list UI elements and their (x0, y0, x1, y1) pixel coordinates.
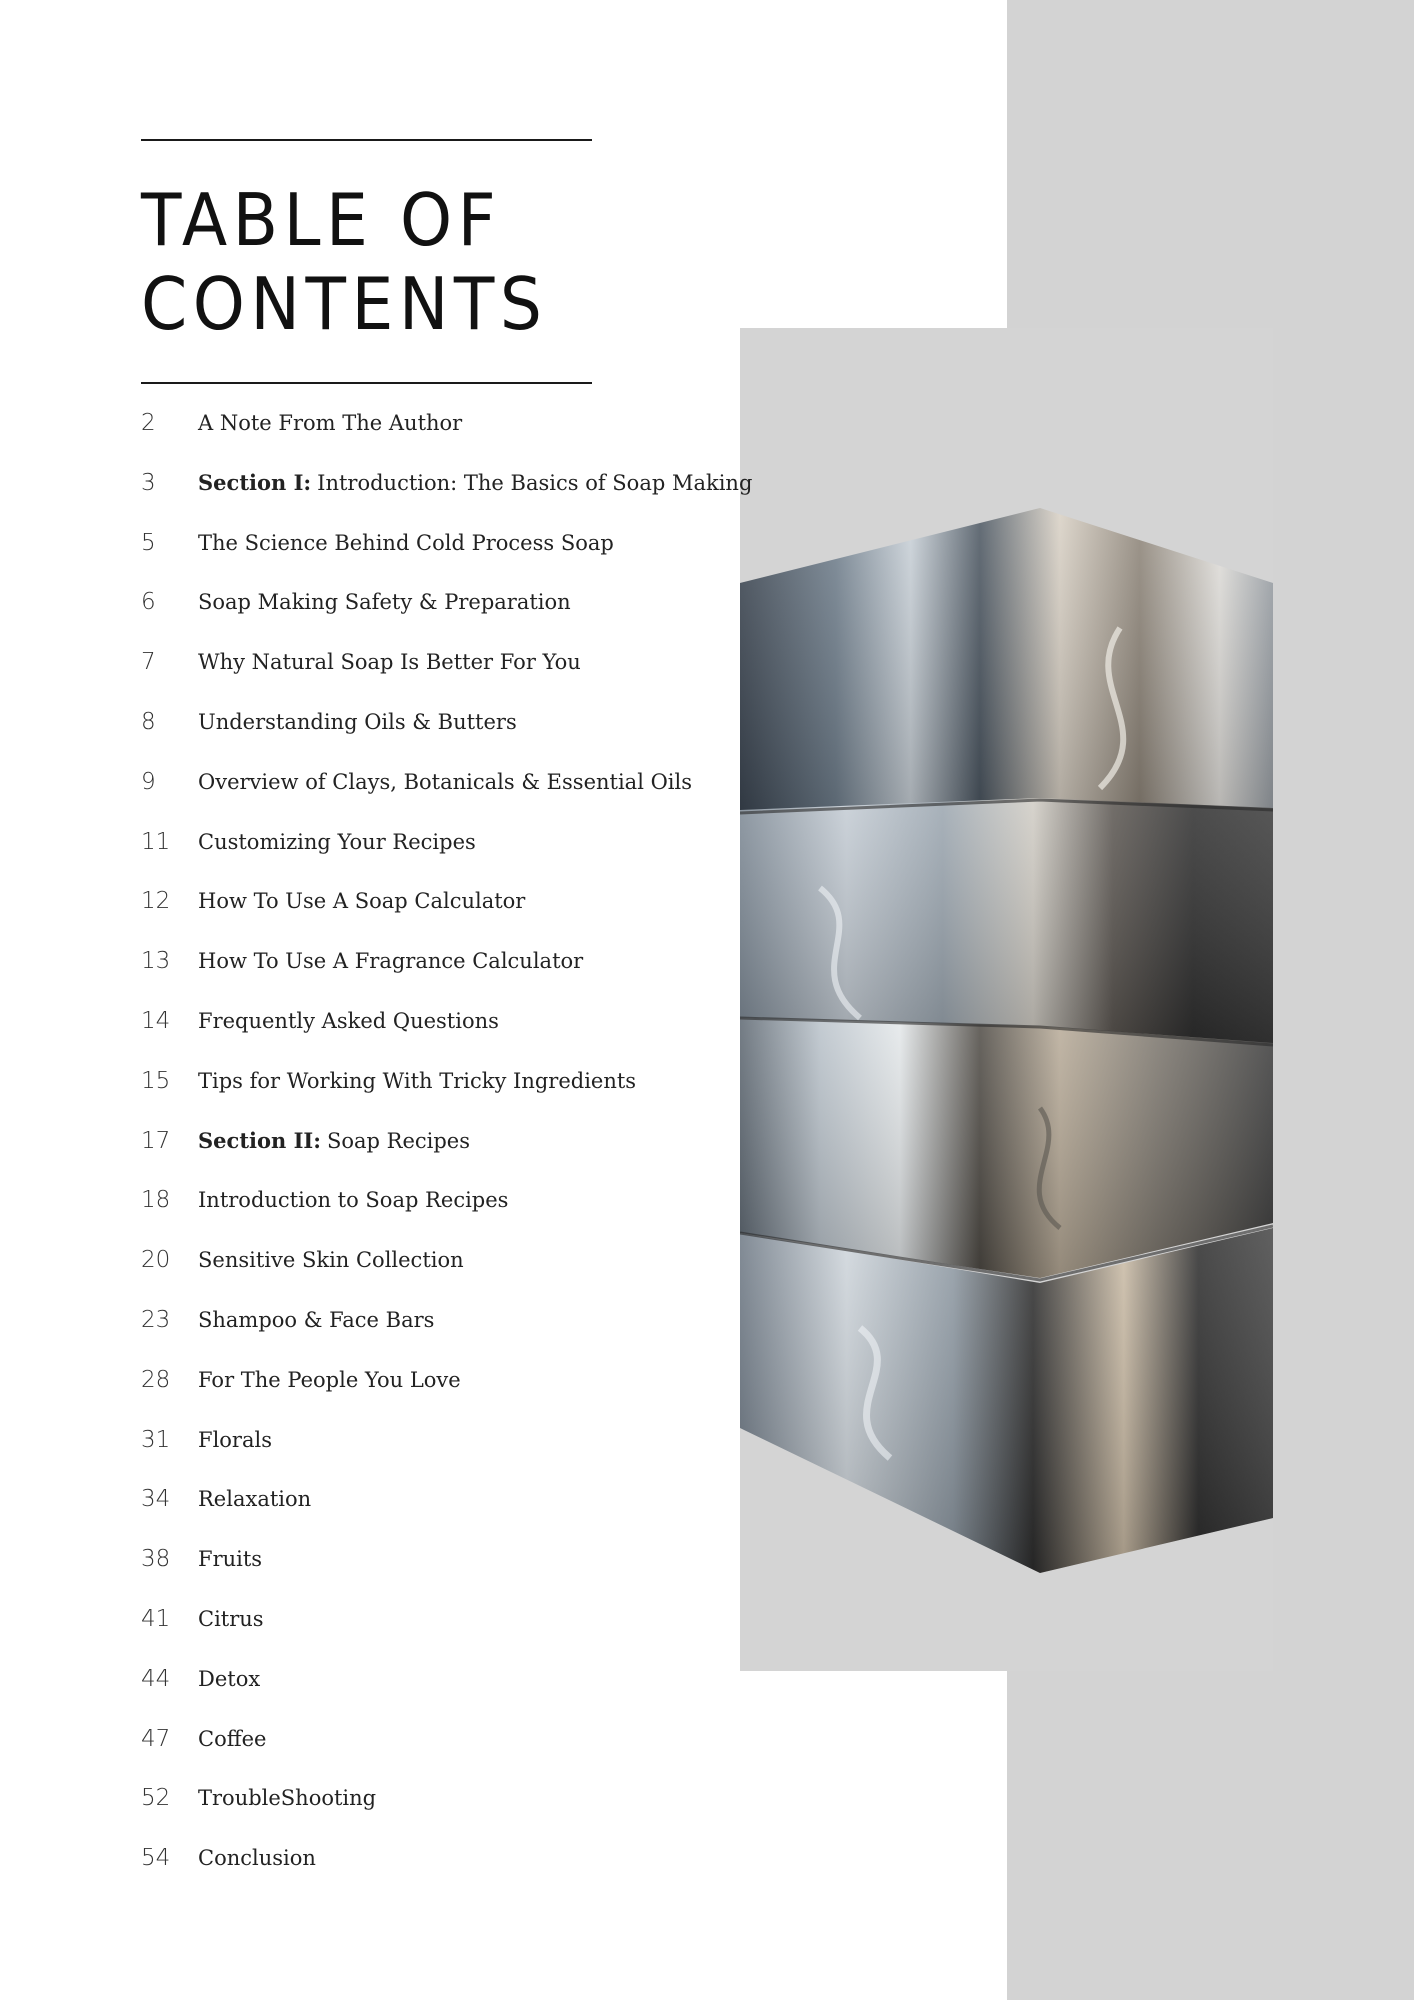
soap-stack-illustration (740, 328, 1273, 1671)
toc-entry[interactable] (141, 1427, 741, 1487)
toc-entry[interactable] (141, 1128, 741, 1188)
toc-entry-title (198, 411, 462, 435)
toc-entry-title (198, 1069, 636, 1093)
toc-entry-text: Introduction: The Basics of Soap Making (317, 470, 753, 495)
title-rule-bottom (141, 382, 592, 384)
toc-page-number: 5 (141, 529, 156, 556)
toc-entry[interactable] (141, 1307, 741, 1367)
page-title-line-1: TABLE OF (141, 178, 502, 262)
toc-entry-text: How To Use A Fragrance Calculator (198, 949, 584, 974)
toc-entry-title (198, 650, 581, 674)
toc-entry-text: Sensitive Skin Collection (198, 1248, 464, 1273)
toc-entry[interactable] (141, 829, 741, 889)
toc-entry-title (198, 1188, 508, 1212)
toc-entry-text: A Note From The Author (198, 411, 463, 435)
toc-entry-text: Relaxation (198, 1487, 312, 1512)
toc-entry[interactable] (141, 709, 741, 769)
toc-entry[interactable] (141, 649, 741, 709)
toc-entry[interactable] (141, 1726, 741, 1786)
toc-page-number: 17 (141, 1127, 171, 1154)
toc-entry[interactable] (141, 1546, 741, 1606)
toc-page-number: 23 (141, 1306, 171, 1333)
toc-page-number: 28 (141, 1366, 171, 1393)
toc-entry-text: Why Natural Soap Is Better For You (198, 650, 581, 675)
toc-entry[interactable] (141, 1247, 741, 1307)
toc-entry-text: Detox (198, 1666, 261, 1691)
toc-entry-text: Soap Recipes (326, 1128, 471, 1153)
toc-page-number: 41 (141, 1605, 171, 1632)
toc-entry-title (198, 1487, 311, 1511)
toc-entry-text: TroubleShooting (198, 1786, 377, 1811)
toc-entry[interactable] (141, 1187, 741, 1247)
toc-entry-title (198, 1009, 499, 1033)
toc-page-number: 6 (141, 589, 156, 616)
toc-entry[interactable] (141, 469, 753, 530)
toc-page-number: 52 (141, 1785, 171, 1812)
soap-stack-photo (740, 328, 1273, 1671)
toc-entry-title (198, 590, 571, 614)
toc-page-number: 34 (141, 1486, 171, 1513)
toc-page-number: 18 (141, 1187, 171, 1214)
toc-page-number: 3 (141, 469, 156, 496)
toc-entry-title (198, 1428, 272, 1452)
toc-entry[interactable] (141, 888, 741, 948)
toc-entry-title (198, 1128, 470, 1153)
toc-entry-text: Overview of Clays, Botanicals & Essential Oils (198, 769, 693, 794)
toc-page-number: 31 (141, 1426, 171, 1453)
toc-entry-text: For The People You Love (198, 1367, 461, 1392)
toc-entry[interactable] (141, 948, 741, 1008)
toc-entry-text: Shampoo & Face Bars (198, 1307, 435, 1332)
toc-entry-text: Understanding Oils & Butters (198, 709, 517, 734)
toc-entry[interactable] (141, 1666, 741, 1726)
toc-section-label: Section II: (198, 1127, 321, 1153)
toc-entry-title (198, 1727, 267, 1751)
page-title-line-2: CONTENTS (141, 262, 548, 346)
toc-page-number: 47 (141, 1725, 171, 1752)
toc-page-number: 13 (141, 948, 171, 975)
toc-page-number: 15 (141, 1067, 171, 1094)
toc-entry[interactable] (141, 769, 741, 829)
toc-entry[interactable] (141, 1486, 741, 1546)
toc-entry-title (198, 531, 614, 555)
toc-page-number: 38 (141, 1546, 171, 1573)
toc-entry-text: Fruits (198, 1547, 263, 1572)
toc-entry-text: Frequently Asked Questions (198, 1008, 499, 1033)
toc-entry-text: Customizing Your Recipes (198, 829, 476, 854)
toc-entry-title (198, 889, 525, 913)
page-title (141, 178, 693, 346)
toc-entry-title (198, 1846, 316, 1870)
toc-entry-text: How To Use A Soap Calculator (198, 889, 526, 914)
toc-entry-text: Coffee (198, 1726, 267, 1751)
toc-entry-title (198, 1368, 461, 1392)
toc-entry-title (198, 770, 692, 794)
toc-page-number: 8 (141, 708, 156, 735)
toc-page-number: 20 (141, 1247, 171, 1274)
toc-entry[interactable] (141, 589, 741, 649)
toc-entry-text: Introduction to Soap Recipes (198, 1188, 509, 1213)
toc-entry[interactable] (141, 1785, 741, 1845)
toc-entry[interactable] (141, 1606, 741, 1666)
toc-entry-title (198, 1248, 464, 1272)
toc-entry-text: The Science Behind Cold Process Soap (198, 530, 614, 555)
toc-page-number: 7 (141, 649, 156, 676)
toc-page-number: 14 (141, 1007, 171, 1034)
toc-entry[interactable] (141, 1068, 741, 1128)
toc-section-label: Section I: (198, 469, 312, 495)
toc-entry-text: Soap Making Safety & Preparation (198, 590, 571, 615)
toc-page-number: 9 (141, 768, 156, 795)
toc-page-number: 12 (141, 888, 171, 915)
toc-page-number: 11 (141, 828, 171, 855)
toc-entry-title (198, 1308, 434, 1332)
toc-entry-text: Citrus (198, 1606, 264, 1631)
toc-list (141, 410, 753, 1905)
toc-entry-title (198, 949, 583, 973)
toc-entry[interactable] (141, 1845, 741, 1905)
toc-entry-title (198, 1667, 260, 1691)
toc-page-number: 2 (141, 410, 156, 436)
toc-entry[interactable] (141, 410, 741, 470)
toc-page-number: 44 (141, 1665, 171, 1692)
toc-entry[interactable] (141, 530, 741, 590)
toc-entry-title (198, 1547, 262, 1571)
toc-entry-title (198, 710, 517, 734)
toc-entry-text: Florals (198, 1427, 272, 1452)
toc-entry-text: Conclusion (198, 1846, 316, 1871)
toc-entry-title (198, 1607, 264, 1631)
toc-entry-title (198, 830, 476, 854)
toc-entry-title (198, 470, 752, 495)
toc-entry-title (198, 1786, 376, 1810)
toc-entry-text: Tips for Working With Tricky Ingredients (198, 1068, 637, 1093)
title-rule-top (141, 139, 592, 141)
toc-page-number: 54 (141, 1845, 171, 1872)
toc-entry[interactable] (141, 1008, 741, 1068)
toc-entry[interactable] (141, 1367, 741, 1427)
